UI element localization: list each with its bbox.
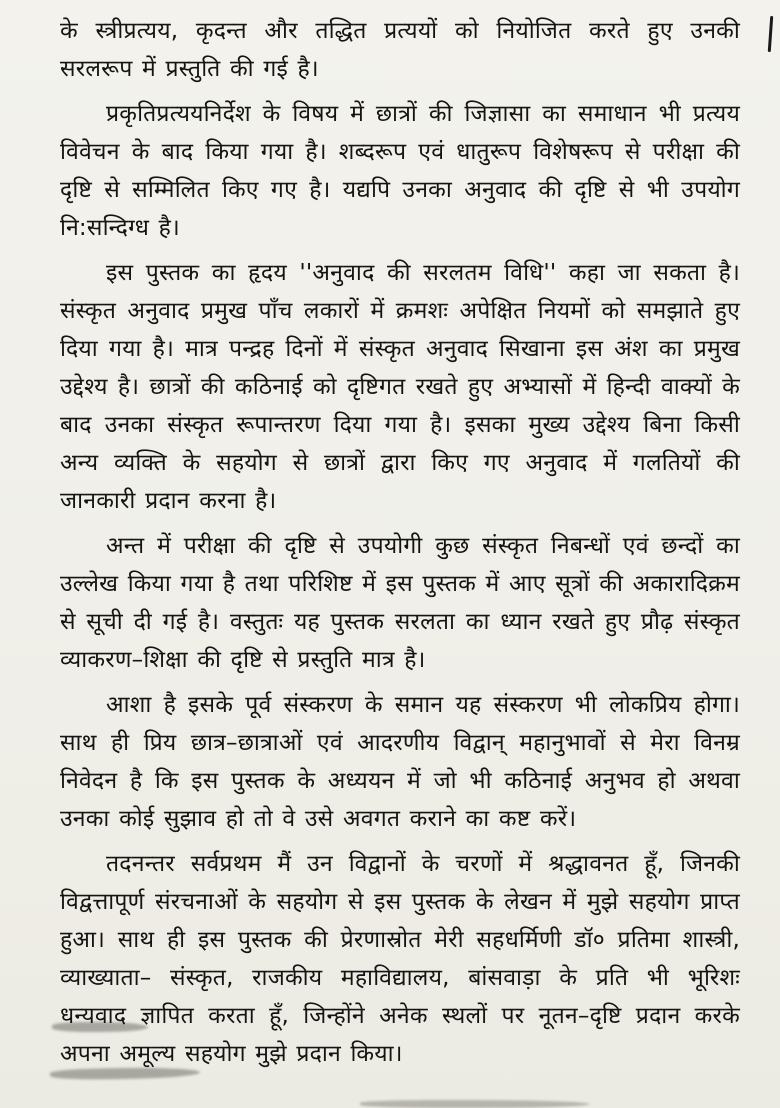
paragraph-continuation: के स्त्रीप्रत्यय, कृदन्त और तद्धित प्रत्ययों को नियोजित करते हुए उनकी सरलरूप में प्रस्तुति की गई है। bbox=[60, 18, 740, 82]
paragraph-anuvad-vidhi: इस पुस्तक का हृदय ''अनुवाद की सरलतम विधि'' कहा जा सकता है। संस्कृत अनुवाद प्रमुख पाँच लकारों में क्रमशः अपेक्षित नियमों को समझाते हुए दिया गया है। मात्र पन्द्रह दिनों में संस्कृत अनुवाद सिखाना इस अंश का प्रमुख उद्देश्य है। छात्रों की कठिनाई को दृष्टिगत रखते हुए अभ्यासों में हिन्दी वाक्यों के बाद उनका संस्कृत रूपान्तरण दिया गया है। इसका मुख्य उद्देश्य बिना किसी अन्य व्यक्ति के सहयोग से छात्रों द्वारा किए गए अनुवाद में गलतियों की जानकारी प्रदान करना है। bbox=[60, 260, 740, 514]
paragraph-asha-sanskaran: आशा है इसके पूर्व संस्करण के समान यह संस्करण भी लोकप्रिय होगा। साथ ही प्रिय छात्र–छात्राओं एवं आदरणीय विद्वान् महानुभावों से मेरा विनम्र निवेदन है कि इस पुस्तक के अध्ययन में जो भी कठिनाई अनुभव हो अथवा उनका कोई सुझाव हो तो वे उसे अवगत कराने का कष्ट करें। bbox=[60, 692, 740, 832]
paragraph-prakriti-pratyaya: प्रकृतिप्रत्ययनिर्देश के विषय में छात्रों की जिज्ञासा का समाधान भी प्रत्यय विवेचन के बाद किया गया है। शब्दरूप एवं धातुरूप विशेषरूप से परीक्षा की दृष्टि से सम्मिलित किए गए है। यद्यपि उनका अनुवाद की दृष्टि से भी उपयोग नि:सन्दिग्ध है। bbox=[60, 101, 740, 241]
paragraph-dhanyavad: तदनन्तर सर्वप्रथम मैं उन विद्वानों के चरणों में श्रद्धावनत हूँ, जिनकी विद्वत्तापूर्ण संरचनाओं के सहयोग से इस पुस्तक के लेखन में मुझे सहयोग प्राप्त हुआ। साथ ही इस पुस्तक की प्रेरणास्रोत मेरी सहधर्मिणी डॉ० प्रतिमा शास्त्री, व्याख्याता– संस्कृत, राजकीय महाविद्यालय, बांसवाड़ा के प्रति भी भूरिशः धन्यवाद ज्ञापित करता हूँ, जिन्होंने अनेक स्थलों पर नूतन–दृष्टि प्रदान करके अपना अमूल्य सहयोग मुझे प्रदान किया। bbox=[60, 851, 740, 1067]
paragraph-pariksha-upyogi: अन्त में परीक्षा की दृष्टि से उपयोगी कुछ संस्कृत निबन्धों एवं छन्दों का उल्लेख किया गया है तथा परिशिष्ट में इस पुस्तक में आए सूत्रों की अकारादिक्रम से सूची दी गई है। वस्तुतः यह पुस्तक सरलता का ध्यान रखते हुए प्रौढ़ संस्कृत व्याकरण–शिक्षा की दृष्टि से प्रस्तुति मात्र है। bbox=[60, 533, 740, 673]
ink-smudge bbox=[360, 1100, 590, 1108]
scan-artifact-line bbox=[768, 16, 774, 52]
